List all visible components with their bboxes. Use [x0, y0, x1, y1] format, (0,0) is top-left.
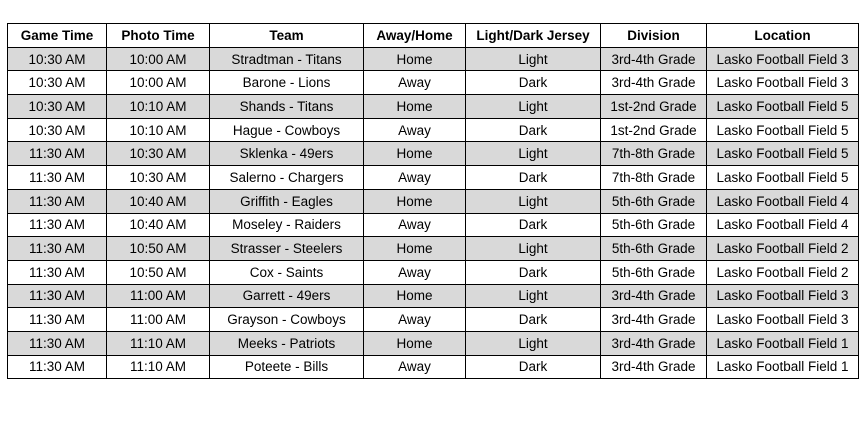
- away-home-cell: Away: [364, 71, 466, 95]
- game-time-cell: 10:30 AM: [8, 71, 107, 95]
- location-cell: Lasko Football Field 3: [707, 71, 859, 95]
- team-cell: Griffith - Eagles: [210, 189, 364, 213]
- table-row: [8, 189, 859, 213]
- photo-time-cell: 11:00 AM: [107, 308, 210, 332]
- team-cell: Poteete - Bills: [210, 355, 364, 379]
- team-cell: Garrett - 49ers: [210, 284, 364, 308]
- photo-time-cell: 10:10 AM: [107, 118, 210, 142]
- game-time-cell: 11:30 AM: [8, 260, 107, 284]
- location-cell: Lasko Football Field 5: [707, 95, 859, 119]
- jersey-cell: Light: [466, 331, 601, 355]
- away-home-cell: Home: [364, 237, 466, 261]
- location-cell: Lasko Football Field 3: [707, 47, 859, 71]
- game-time-cell: 11:30 AM: [8, 166, 107, 190]
- team-cell: Sklenka - 49ers: [210, 142, 364, 166]
- header-game-time: Game Time: [8, 24, 107, 48]
- header-team: Team: [210, 24, 364, 48]
- jersey-cell: Dark: [466, 260, 601, 284]
- table-row: [8, 95, 859, 119]
- game-time-cell: 11:30 AM: [8, 189, 107, 213]
- jersey-cell: Light: [466, 237, 601, 261]
- game-time-cell: 10:30 AM: [8, 118, 107, 142]
- game-time-cell: 11:30 AM: [8, 284, 107, 308]
- jersey-cell: Light: [466, 47, 601, 71]
- division-cell: 5th-6th Grade: [601, 237, 707, 261]
- header-row: [8, 24, 859, 48]
- photo-time-cell: 10:40 AM: [107, 213, 210, 237]
- away-home-cell: Away: [364, 355, 466, 379]
- division-cell: 7th-8th Grade: [601, 142, 707, 166]
- game-time-cell: 11:30 AM: [8, 308, 107, 332]
- team-cell: Grayson - Cowboys: [210, 308, 364, 332]
- table-row: [8, 213, 859, 237]
- team-cell: Barone - Lions: [210, 71, 364, 95]
- photo-time-cell: 11:00 AM: [107, 284, 210, 308]
- table-row: [8, 166, 859, 190]
- jersey-cell: Light: [466, 284, 601, 308]
- away-home-cell: Away: [364, 308, 466, 332]
- division-cell: 5th-6th Grade: [601, 260, 707, 284]
- photo-time-cell: 10:30 AM: [107, 166, 210, 190]
- game-time-cell: 11:30 AM: [8, 237, 107, 261]
- location-cell: Lasko Football Field 4: [707, 189, 859, 213]
- jersey-cell: Dark: [466, 213, 601, 237]
- photo-time-cell: 10:50 AM: [107, 237, 210, 261]
- division-cell: 5th-6th Grade: [601, 189, 707, 213]
- header-photo-time: Photo Time: [107, 24, 210, 48]
- away-home-cell: Away: [364, 118, 466, 142]
- team-cell: Meeks - Patriots: [210, 331, 364, 355]
- table-row: [8, 71, 859, 95]
- jersey-cell: Light: [466, 189, 601, 213]
- away-home-cell: Home: [364, 331, 466, 355]
- team-cell: Cox - Saints: [210, 260, 364, 284]
- jersey-cell: Dark: [466, 308, 601, 332]
- schedule-table: [7, 23, 859, 379]
- team-cell: Hague - Cowboys: [210, 118, 364, 142]
- table-row: [8, 284, 859, 308]
- location-cell: Lasko Football Field 5: [707, 166, 859, 190]
- location-cell: Lasko Football Field 2: [707, 237, 859, 261]
- division-cell: 7th-8th Grade: [601, 166, 707, 190]
- table-row: [8, 331, 859, 355]
- location-cell: Lasko Football Field 4: [707, 213, 859, 237]
- photo-time-cell: 10:00 AM: [107, 47, 210, 71]
- header-jersey: Light/Dark Jersey: [466, 24, 601, 48]
- photo-time-cell: 10:00 AM: [107, 71, 210, 95]
- location-cell: Lasko Football Field 3: [707, 308, 859, 332]
- division-cell: 3rd-4th Grade: [601, 308, 707, 332]
- division-cell: 3rd-4th Grade: [601, 284, 707, 308]
- away-home-cell: Home: [364, 189, 466, 213]
- jersey-cell: Light: [466, 95, 601, 119]
- division-cell: 1st-2nd Grade: [601, 118, 707, 142]
- team-cell: Strasser - Steelers: [210, 237, 364, 261]
- jersey-cell: Light: [466, 142, 601, 166]
- header-division: Division: [601, 24, 707, 48]
- division-cell: 1st-2nd Grade: [601, 95, 707, 119]
- game-time-cell: 10:30 AM: [8, 47, 107, 71]
- photo-time-cell: 11:10 AM: [107, 331, 210, 355]
- away-home-cell: Home: [364, 95, 466, 119]
- location-cell: Lasko Football Field 1: [707, 331, 859, 355]
- location-cell: Lasko Football Field 5: [707, 142, 859, 166]
- table-row: [8, 308, 859, 332]
- jersey-cell: Dark: [466, 355, 601, 379]
- location-cell: Lasko Football Field 5: [707, 118, 859, 142]
- away-home-cell: Home: [364, 47, 466, 71]
- table-row: [8, 118, 859, 142]
- table-row: [8, 142, 859, 166]
- table-row: [8, 47, 859, 71]
- jersey-cell: Dark: [466, 71, 601, 95]
- division-cell: 3rd-4th Grade: [601, 71, 707, 95]
- game-time-cell: 10:30 AM: [8, 95, 107, 119]
- header-location: Location: [707, 24, 859, 48]
- photo-time-cell: 10:40 AM: [107, 189, 210, 213]
- table-row: [8, 237, 859, 261]
- away-home-cell: Away: [364, 213, 466, 237]
- header-away-home: Away/Home: [364, 24, 466, 48]
- game-time-cell: 11:30 AM: [8, 355, 107, 379]
- jersey-cell: Dark: [466, 118, 601, 142]
- division-cell: 5th-6th Grade: [601, 213, 707, 237]
- location-cell: Lasko Football Field 1: [707, 355, 859, 379]
- location-cell: Lasko Football Field 2: [707, 260, 859, 284]
- team-cell: Salerno - Chargers: [210, 166, 364, 190]
- jersey-cell: Dark: [466, 166, 601, 190]
- team-cell: Shands - Titans: [210, 95, 364, 119]
- location-cell: Lasko Football Field 3: [707, 284, 859, 308]
- game-time-cell: 11:30 AM: [8, 331, 107, 355]
- game-time-cell: 11:30 AM: [8, 213, 107, 237]
- photo-time-cell: 10:10 AM: [107, 95, 210, 119]
- team-cell: Stradtman - Titans: [210, 47, 364, 71]
- table-row: [8, 355, 859, 379]
- table-body: [8, 47, 859, 379]
- away-home-cell: Away: [364, 260, 466, 284]
- division-cell: 3rd-4th Grade: [601, 331, 707, 355]
- away-home-cell: Away: [364, 166, 466, 190]
- team-cell: Moseley - Raiders: [210, 213, 364, 237]
- photo-time-cell: 10:30 AM: [107, 142, 210, 166]
- away-home-cell: Home: [364, 284, 466, 308]
- game-time-cell: 11:30 AM: [8, 142, 107, 166]
- division-cell: 3rd-4th Grade: [601, 47, 707, 71]
- photo-time-cell: 10:50 AM: [107, 260, 210, 284]
- photo-time-cell: 11:10 AM: [107, 355, 210, 379]
- away-home-cell: Home: [364, 142, 466, 166]
- table-row: [8, 260, 859, 284]
- division-cell: 3rd-4th Grade: [601, 355, 707, 379]
